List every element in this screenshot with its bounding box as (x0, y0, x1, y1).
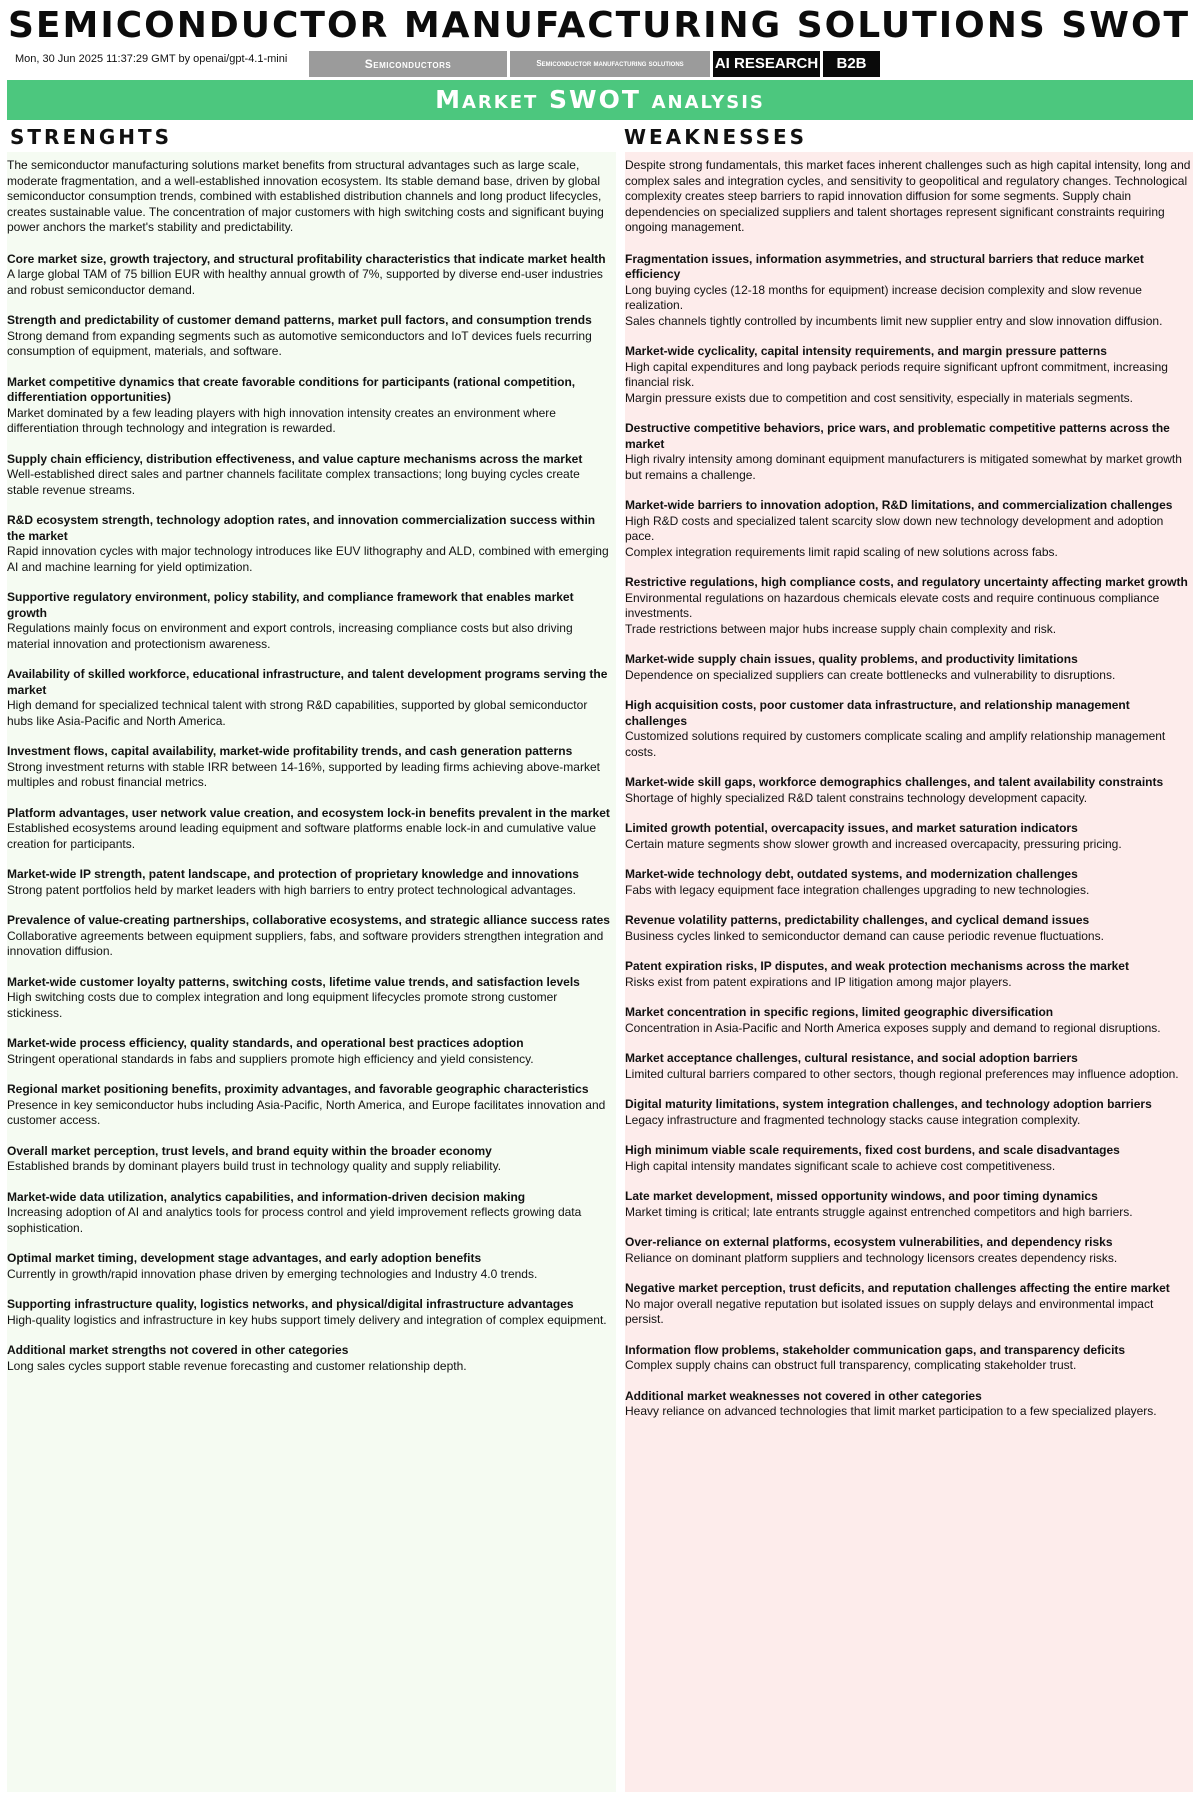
weakness-item-text (625, 283, 1191, 330)
strength-item-text (7, 544, 614, 575)
weakness-item-title: Market concentration in specific regions, limited geographic diversification (625, 1005, 1054, 1019)
strength-item (7, 1144, 614, 1175)
weakness-item-paragraph: Environmental regulations on hazardous chemicals elevate costs and require continuous compliance investments. (625, 590, 1160, 620)
weakness-item-title: Market-wide barriers to innovation adoption, R&D limitations, and commercialization challenges (625, 498, 1173, 512)
weakness-item-text (625, 1067, 1191, 1083)
strength-item-title: Investment flows, capital availability, market-wide profitability trends, and cash generation patterns (7, 744, 573, 758)
strength-item-title: Overall market perception, trust levels, and brand equity within the broader economy (7, 1143, 492, 1158)
strength-item-title: Platform advantages, user network value creation, and ecosystem lock-in benefits prevalent in the market (7, 805, 610, 820)
weakness-item-title: Market acceptance challenges, cultural resistance, and social adoption barriers (625, 1051, 1078, 1065)
weakness-item-text (625, 360, 1191, 407)
weakness-item-paragraph: Heavy reliance on advanced technologies that limit market participation to a few specialized players. (625, 1404, 1157, 1418)
weaknesses-list (625, 252, 1191, 1420)
strength-item-paragraph: High switching costs due to complex integration and long equipment lifecycles promote strong customer stickiness. (7, 990, 558, 1020)
strength-item-title: Market competitive dynamics that create favorable conditions for participants (rational competition, differentiation opportunities) (7, 374, 576, 404)
strength-item-paragraph: Strong patent portfolios held by market leaders with high barriers to entry protect technological advantages. (7, 882, 576, 897)
weakness-item-paragraph: Complex integration requirements limit rapid scaling of new solutions across fabs. (625, 544, 1058, 559)
weakness-item-text (625, 975, 1191, 991)
strength-item-text (7, 883, 614, 899)
weakness-item (625, 1235, 1191, 1266)
strength-item-title: Prevalence of value-creating partnerships, collaborative ecosystems, and strategic alliance success rates (7, 913, 610, 927)
weakness-item-paragraph: Fabs with legacy equipment face integration challenges upgrading to new technologies. (625, 882, 1090, 897)
strength-item-title: Strength and predictability of customer demand patterns, market pull factors, and consumption trends (7, 313, 592, 327)
strength-item-paragraph: Established brands by dominant players build trust in technology quality and supply reliability. (7, 1159, 502, 1173)
strength-item-text (7, 467, 614, 498)
weakness-item (625, 344, 1191, 406)
weakness-item-title: Over-reliance on external platforms, ecosystem vulnerabilities, and dependency risks (625, 1235, 1113, 1249)
weakness-item-text (625, 929, 1191, 945)
weakness-item-text (625, 1113, 1191, 1129)
strength-item (7, 913, 614, 960)
strength-item-paragraph: Rapid innovation cycles with major technology introduces like EUV lithography and ALD, combined with emerging AI and machine learning for yield optimization. (7, 544, 609, 574)
strength-item (7, 313, 614, 360)
strength-item (7, 590, 614, 652)
weakness-item-title: High acquisition costs, poor customer data infrastructure, and relationship management challenges (625, 698, 1130, 728)
strength-item-paragraph: Strong demand from expanding segments such as automotive semiconductors and IoT devices fuels recurring consumption of equipment, materials, and software. (7, 328, 592, 358)
strength-item-title: Optimal market timing, development stage advantages, and early adoption benefits (7, 1251, 482, 1265)
weakness-item-paragraph: High capital intensity mandates significant scale to achieve cost competitiveness. (625, 1158, 1056, 1173)
strength-item (7, 1251, 614, 1282)
strength-item-title: Regional market positioning benefits, proximity advantages, and favorable geographic characteristics (7, 1082, 589, 1096)
weakness-item-paragraph: No major overall negative reputation but isolated issues on supply delays and environmental impact persist. (625, 1296, 1154, 1326)
weakness-item-paragraph: Margin pressure exists due to competition and cost sensitivity, especially in materials segments. (625, 390, 1134, 405)
strength-item-title: Additional market strengths not covered in other categories (7, 1343, 349, 1357)
weakness-item-paragraph: Long buying cycles (12-18 months for equipment) increase decision complexity and slow revenue realization. (625, 282, 1142, 312)
tag-semiconductors[interactable]: Semiconductors (309, 51, 507, 77)
weakness-item-text (625, 1358, 1191, 1374)
strength-item-text (7, 1052, 614, 1068)
weakness-item-paragraph: Limited cultural barriers compared to other sectors, though regional preferences may influence adoption. (625, 1066, 1179, 1081)
weakness-item-title: High minimum viable scale requirements, fixed cost burdens, and scale disadvantages (625, 1143, 1120, 1157)
weaknesses-intro: Despite strong fundamentals, this market faces inherent challenges such as high capital intensity, long and complex sales and integration cycles, and sensitivity to geopolitical and regulatory changes. Technological complexity creates steep barriers to rapid innovation diffusion for some segments. Supply chain dependencies on specialized suppliers and talent shortages represent significant constraints requiring ongoing management. (625, 158, 1191, 234)
weakness-item (625, 821, 1191, 852)
weakness-item-title: Fragmentation issues, information asymmetries, and structural barriers that reduce market efficiency (625, 251, 1144, 281)
strength-item (7, 806, 614, 853)
section-banner: Market SWOT analysis (7, 80, 1193, 120)
strength-item-text (7, 929, 614, 960)
weakness-item (625, 1343, 1191, 1374)
strength-item (7, 744, 614, 791)
strength-item (7, 1297, 614, 1328)
strength-item-paragraph: Stringent operational standards in fabs and suppliers promote high efficiency and yield consistency. (7, 1051, 534, 1066)
strength-item-text (7, 990, 614, 1021)
strength-item-text (7, 1159, 614, 1175)
strength-item-title: Market-wide data utilization, analytics capabilities, and information-driven decision making (7, 1189, 526, 1204)
strength-item-paragraph: Established ecosystems around leading equipment and software platforms enable lock-in and cumulative value creation for participants. (7, 821, 597, 851)
weakness-item-paragraph: High capital expenditures and long payback periods require significant upfront commitment, increasing financial risk. (625, 359, 1168, 389)
weakness-item-paragraph: Dependence on specialized suppliers can create bottlenecks and vulnerability to disruptions. (625, 667, 1116, 682)
weakness-item (625, 575, 1191, 637)
strength-item-text (7, 621, 614, 652)
strength-item-paragraph: Strong investment returns with stable IRR between 14-16%, supported by leading firms achieving above-market multiples and robust financial metrics. (7, 759, 600, 789)
weakness-item-paragraph: Reliance on dominant platform suppliers and technology licensors creates dependency risks. (625, 1250, 1118, 1265)
strength-item-text (7, 698, 614, 729)
strength-item-paragraph: Currently in growth/rapid innovation phase driven by emerging technologies and Industry 4.0 trends. (7, 1266, 538, 1281)
weakness-item-title: Market-wide technology debt, outdated systems, and modernization challenges (625, 867, 1078, 881)
weakness-item-title: Negative market perception, trust deficits, and reputation challenges affecting the entire market (625, 1281, 1170, 1295)
strength-item-title: Market-wide process efficiency, quality standards, and operational best practices adoption (7, 1036, 524, 1050)
weakness-item (625, 252, 1191, 330)
weakness-item-paragraph: Market timing is critical; late entrants struggle against entrenched competitors and high barriers. (625, 1204, 1133, 1219)
weakness-item (625, 698, 1191, 760)
strength-item (7, 1036, 614, 1067)
strength-item-text (7, 1313, 614, 1329)
weakness-item-paragraph: Trade restrictions between major hubs increase supply chain complexity and risk. (625, 621, 1057, 636)
strength-item-paragraph: A large global TAM of 75 billion EUR with healthy annual growth of 7%, supported by diverse end-user industries and robust semiconductor demand. (7, 267, 603, 297)
weakness-item-title: Additional market weaknesses not covered in other categories (625, 1388, 982, 1403)
strength-item-paragraph: High demand for specialized technical talent with strong R&D capabilities, supported by global semiconductor hubs like Asia-Pacific and North America. (7, 698, 588, 728)
strength-item (7, 667, 614, 729)
strength-item (7, 513, 614, 575)
strengths-list (7, 252, 614, 1375)
tag-semiconductor-manufacturing-solutions[interactable]: Semiconductor manufacturing solutions (510, 51, 710, 77)
weakness-item-text (625, 837, 1191, 853)
weakness-item (625, 775, 1191, 806)
weakness-item (625, 652, 1191, 683)
strength-item-title: Supporting infrastructure quality, logistics networks, and physical/digital infrastructure advantages (7, 1297, 574, 1311)
weakness-item-title: Information flow problems, stakeholder communication gaps, and transparency deficits (625, 1342, 1126, 1357)
strength-item-paragraph: Well-established direct sales and partner channels facilitate complex transactions; long buying cycles create stable revenue streams. (7, 467, 580, 497)
weakness-item (625, 1389, 1191, 1420)
weakness-item-paragraph: High rivalry intensity among dominant equipment manufacturers is mitigated somewhat by market growth but remains a challenge. (625, 452, 1182, 482)
strength-item-title: Supply chain efficiency, distribution effectiveness, and value capture mechanisms across the market (7, 451, 583, 466)
weakness-item-title: Market-wide skill gaps, workforce demographics challenges, and talent availability constraints (625, 775, 1164, 789)
strength-item-title: Market-wide customer loyalty patterns, switching costs, lifetime value trends, and satisfaction levels (7, 974, 580, 989)
weakness-item (625, 959, 1191, 990)
strength-item-paragraph: Presence in key semiconductor hubs including Asia-Pacific, North America, and Europe facilitates innovation and customer access. (7, 1097, 606, 1127)
strength-item-paragraph: Increasing adoption of AI and analytics tools for process control and yield improvement reflects growing data sophistication. (7, 1205, 582, 1235)
tag-ai-research[interactable]: AI RESEARCH (713, 51, 820, 77)
weakness-item-title: Revenue volatility patterns, predictability challenges, and cyclical demand issues (625, 913, 1090, 927)
weakness-item-text (625, 1297, 1191, 1328)
weakness-item-text (625, 1251, 1191, 1267)
strength-item-text (7, 1098, 614, 1129)
strength-item-title: Availability of skilled workforce, educational infrastructure, and talent development programs serving the market (7, 667, 608, 697)
weakness-item-title: Market-wide supply chain issues, quality problems, and productivity limitations (625, 652, 1078, 666)
strength-item-paragraph: Long sales cycles support stable revenue forecasting and customer relationship depth. (7, 1358, 467, 1373)
weakness-item-paragraph: High R&D costs and specialized talent scarcity slow down new technology development and adoption pace. (625, 513, 1164, 543)
weaknesses-heading: WEAKNESSES (624, 125, 808, 149)
timestamp-byline: Mon, 30 Jun 2025 11:37:29 GMT by openai/gpt-4.1-mini (15, 53, 288, 65)
weakness-item-text (625, 452, 1191, 483)
strength-item-text (7, 406, 614, 437)
strength-item-text (7, 821, 614, 852)
strength-item (7, 1343, 614, 1374)
strength-item-paragraph: Collaborative agreements between equipment suppliers, fabs, and software providers strengthen integration and innovation diffusion. (7, 928, 604, 958)
strength-item-text (7, 1359, 614, 1375)
weakness-item (625, 1097, 1191, 1128)
strengths-intro: The semiconductor manufacturing solutions market benefits from structural advantages such as large scale, moderate fragmentation, and a well-established innovation ecosystem. Its stable demand base, driven by global semiconductor consumption trends, combined with established distribution channels and long product lifecycles, creates sustainable value. The concentration of major customers with high switching costs and significant buying power anchors the market's stability and predictability. (7, 158, 604, 234)
strength-item (7, 252, 614, 299)
weakness-item (625, 1189, 1191, 1220)
strength-item-text (7, 1205, 614, 1236)
weaknesses-panel (625, 152, 1193, 1792)
weakness-item (625, 867, 1191, 898)
strength-item-text (7, 267, 614, 298)
page-title: SEMICONDUCTOR MANUFACTURING SOLUTIONS SWOT (8, 5, 1191, 46)
strengths-panel (7, 152, 616, 1792)
weakness-item (625, 1005, 1191, 1036)
weakness-item-paragraph: Complex supply chains can obstruct full transparency, complicating stakeholder trust. (625, 1358, 1077, 1372)
strength-item-title: Market-wide IP strength, patent landscape, and protection of proprietary knowledge and innovations (7, 867, 579, 881)
weakness-item-text (625, 668, 1191, 684)
weakness-item-text (625, 729, 1191, 760)
weakness-item-paragraph: Customized solutions required by customers complicate scaling and amplify relationship management costs. (625, 729, 1166, 759)
strength-item (7, 1190, 614, 1237)
strength-item (7, 452, 614, 499)
weakness-item (625, 498, 1191, 560)
weakness-item-title: Market-wide cyclicality, capital intensity requirements, and margin pressure patterns (625, 344, 1107, 358)
weakness-item (625, 913, 1191, 944)
weakness-item-paragraph: Business cycles linked to semiconductor demand can cause periodic revenue fluctuations. (625, 928, 1104, 943)
weakness-item-title: Late market development, missed opportunity windows, and poor timing dynamics (625, 1189, 1098, 1203)
strength-item-paragraph: High-quality logistics and infrastructure in key hubs support timely delivery and integration of complex equipment. (7, 1312, 607, 1327)
weakness-item-title: Limited growth potential, overcapacity issues, and market saturation indicators (625, 821, 1078, 835)
weakness-item (625, 1281, 1191, 1328)
weakness-item (625, 421, 1191, 483)
weakness-item-title: Destructive competitive behaviors, price wars, and problematic competitive patterns across the market (625, 421, 1170, 451)
weakness-item-title: Digital maturity limitations, system integration challenges, and technology adoption barriers (625, 1097, 1152, 1111)
strength-item-text (7, 760, 614, 791)
weakness-item-text (625, 1404, 1191, 1420)
weakness-item-text (625, 1159, 1191, 1175)
strength-item-paragraph: Regulations mainly focus on environment and export controls, increasing compliance costs but also driving material innovation and protectionism awareness. (7, 621, 573, 651)
weakness-item-paragraph: Legacy infrastructure and fragmented technology stacks cause integration complexity. (625, 1112, 1081, 1127)
weakness-item (625, 1143, 1191, 1174)
weakness-item-paragraph: Risks exist from patent expirations and IP litigation among major players. (625, 974, 1012, 989)
weakness-item-text (625, 514, 1191, 561)
strength-item-text (7, 329, 614, 360)
strengths-heading: STRENGHTS (10, 125, 173, 149)
weakness-item-paragraph: Shortage of highly specialized R&D talent constrains technology development capacity. (625, 790, 1088, 805)
strength-item-text (7, 1267, 614, 1283)
weakness-item-title: Patent expiration risks, IP disputes, and weak protection mechanisms across the market (625, 959, 1129, 973)
tag-b2b[interactable]: B2B (823, 51, 880, 77)
strength-item (7, 975, 614, 1022)
strength-item-paragraph: Market dominated by a few leading players with high innovation intensity creates an environment where differentiation through technology and integration is rewarded. (7, 405, 556, 435)
weakness-item-paragraph: Certain mature segments show slower growth and increased overcapacity, pressuring pricing. (625, 836, 1122, 851)
strength-item-title: Supportive regulatory environment, policy stability, and compliance framework that enables market growth (7, 590, 574, 620)
weakness-item-title: Restrictive regulations, high compliance costs, and regulatory uncertainty affecting market growth (625, 575, 1188, 589)
strength-item-title: Core market size, growth trajectory, and structural profitability characteristics that indicate market health (7, 251, 606, 266)
strength-item (7, 375, 614, 437)
weakness-item (625, 1051, 1191, 1082)
weakness-item-paragraph: Concentration in Asia-Pacific and North America exposes supply and demand to regional disruptions. (625, 1020, 1161, 1035)
strength-item (7, 867, 614, 898)
weakness-item-text (625, 791, 1191, 807)
strength-item (7, 1082, 614, 1129)
strength-item-title: R&D ecosystem strength, technology adoption rates, and innovation commercialization success within the market (7, 513, 596, 543)
weakness-item-text (625, 1205, 1191, 1221)
weakness-item-text (625, 591, 1191, 638)
weakness-item-text (625, 883, 1191, 899)
weakness-item-paragraph: Sales channels tightly controlled by incumbents limit new supplier entry and slow innovation diffusion. (625, 313, 1163, 328)
weakness-item-text (625, 1021, 1191, 1037)
